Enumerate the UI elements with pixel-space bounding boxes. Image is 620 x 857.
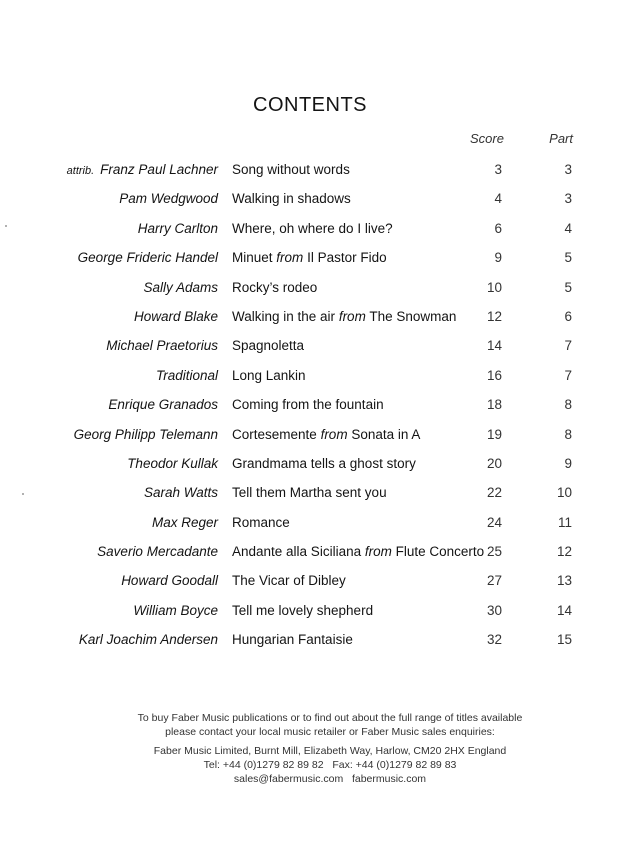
part-page-number: 3 [564, 162, 572, 177]
score-page-number: 19 [486, 426, 502, 442]
composer-name [144, 485, 218, 500]
piece-title [232, 544, 484, 559]
part-page-number: 8 [564, 426, 572, 442]
piece-title [232, 515, 290, 530]
piece-title [232, 485, 387, 500]
piece-title-text: Where, oh where do I live? [232, 220, 393, 236]
part-page-number: 5 [564, 250, 572, 266]
composer-name [121, 573, 218, 588]
piece-source: Il Pastor Fido [307, 250, 387, 266]
score-page-number: 14 [486, 338, 502, 354]
composer-text: Franz Paul Lachner [100, 162, 218, 177]
composer-text: Max Reger [151, 514, 218, 530]
piece-title [232, 280, 317, 295]
score-page-number: 9 [494, 250, 502, 266]
score-page-number: 10 [486, 279, 502, 295]
part-page-number: 12 [556, 544, 572, 560]
contents-row [0, 424, 620, 453]
score-page-number: 25 [486, 544, 502, 560]
composer-name [127, 456, 218, 471]
contents-row [0, 218, 620, 247]
piece-title-text: Tell them Martha sent you [232, 485, 387, 501]
part-page-number: 6 [564, 308, 572, 324]
scan-speck [5, 225, 7, 227]
composer-text: Enrique Granados [108, 397, 218, 413]
part-page-number: 3 [564, 191, 572, 207]
part-page-number: 10 [556, 485, 572, 501]
composer-text: Saverio Mercadante [97, 544, 218, 560]
part-page-number: 5 [564, 279, 572, 295]
score-column-header: Score [470, 131, 504, 146]
composer-text: Harry Carlton [137, 220, 218, 236]
part-page-number: 8 [564, 397, 572, 413]
contents-row [0, 335, 620, 364]
composer-name [134, 309, 218, 324]
contents-list [0, 159, 620, 659]
composer-text: Sally Adams [143, 279, 218, 295]
composer-text: William Boyce [133, 602, 218, 618]
piece-title-text: Long Lankin [232, 367, 306, 383]
score-page-number: 6 [494, 220, 502, 236]
composer-text: Howard Goodall [121, 573, 218, 589]
part-page-number: 7 [564, 367, 572, 383]
composer-prefix: attrib. [66, 165, 95, 177]
footer [0, 711, 620, 786]
contents-row [0, 247, 620, 276]
part-page-number: 15 [556, 632, 572, 648]
contents-row [0, 482, 620, 511]
piece-title-text: The Vicar of Dibley [232, 573, 346, 589]
footer-phone: Tel: +44 (0)1279 82 89 82 Fax: +44 (0)1279 82 89 83 [203, 759, 457, 771]
contents-row [0, 159, 620, 188]
piece-source: The Snowman [369, 308, 457, 324]
piece-title [232, 338, 304, 353]
composer-name [79, 632, 218, 647]
composer-name [152, 515, 218, 530]
piece-title [232, 309, 456, 324]
part-page-number: 4 [564, 220, 572, 236]
footer-contact: sales@fabermusic.com fabermusic.com [233, 773, 427, 785]
contents-row [0, 541, 620, 570]
composer-text: Traditional [155, 367, 218, 383]
composer-name [67, 162, 218, 177]
contents-row [0, 306, 620, 335]
part-column-header: Part [549, 131, 573, 146]
composer-text: Michael Praetorius [106, 338, 218, 354]
contents-row [0, 365, 620, 394]
piece-title-text: Hungarian Fantaisie [232, 632, 353, 648]
composer-name [133, 603, 218, 618]
from-word: from [338, 308, 366, 324]
composer-text: George Frideric Handel [77, 250, 218, 266]
piece-title [232, 632, 353, 647]
part-page-number: 7 [564, 338, 572, 354]
piece-title-text: Spagnoletta [232, 338, 305, 354]
contents-row [0, 629, 620, 658]
piece-title-text: Rocky’s rodeo [232, 279, 318, 295]
page-title: CONTENTS [253, 94, 367, 116]
composer-name [74, 427, 218, 442]
score-page-number: 20 [486, 455, 502, 471]
piece-source: Flute Concerto [395, 544, 485, 560]
composer-name [156, 368, 218, 383]
from-word: from [320, 426, 348, 442]
part-page-number: 11 [557, 514, 572, 530]
footer-address: Faber Music Limited, Burnt Mill, Elizabeth Way, Harlow, CM20 2HX England [153, 745, 507, 757]
part-page-number: 14 [556, 602, 572, 618]
composer-text: Sarah Watts [143, 485, 218, 501]
composer-name [119, 191, 218, 206]
piece-title [232, 250, 387, 265]
contents-row [0, 277, 620, 306]
score-page-number: 18 [486, 397, 502, 413]
composer-text: Pam Wedgwood [119, 191, 218, 207]
piece-title [232, 368, 306, 383]
piece-title [232, 456, 416, 471]
part-page-number: 9 [564, 455, 572, 471]
from-word: from [364, 544, 392, 560]
composer-text: Karl Joachim Andersen [78, 632, 218, 648]
piece-title [232, 603, 373, 618]
piece-title [232, 397, 384, 412]
contents-row [0, 394, 620, 423]
from-word: from [276, 250, 304, 266]
composer-name [97, 544, 218, 559]
composer-name [108, 397, 218, 412]
score-page-number: 12 [486, 308, 502, 324]
contents-row [0, 570, 620, 599]
score-page-number: 30 [486, 602, 502, 618]
contents-row [0, 512, 620, 541]
piece-title-text: Minuet [232, 250, 273, 266]
composer-name [78, 250, 218, 265]
part-page-number: 13 [556, 573, 572, 589]
footer-line-1: To buy Faber Music publications or to find out about the full range of titles available [137, 712, 523, 724]
score-page-number: 3 [494, 162, 502, 177]
composer-name [106, 338, 218, 353]
piece-title-text: Walking in the air [232, 308, 336, 324]
piece-title [232, 573, 346, 588]
piece-title [232, 191, 351, 206]
piece-title-text: Coming from the fountain [232, 397, 384, 413]
piece-title-text: Andante alla Siciliana [232, 544, 362, 560]
piece-title [232, 427, 420, 442]
score-page-number: 27 [486, 573, 502, 589]
composer-name [143, 280, 218, 295]
composer-name [138, 221, 218, 236]
piece-title-text: Tell me lovely shepherd [232, 602, 374, 618]
piece-title-text: Walking in shadows [232, 191, 351, 207]
piece-title-text: Grandmama tells a ghost story [232, 455, 416, 471]
piece-title [232, 162, 350, 177]
score-page-number: 32 [486, 632, 502, 648]
footer-line-2: please contact your local music retailer or Faber Music sales enquiries: [165, 726, 495, 738]
scan-speck [22, 493, 24, 495]
score-page-number: 4 [494, 191, 502, 207]
piece-title [232, 221, 393, 236]
piece-source: Sonata in A [351, 426, 421, 442]
composer-text: Howard Blake [133, 308, 218, 324]
contents-row [0, 453, 620, 482]
contents-row [0, 600, 620, 629]
composer-text: Georg Philipp Telemann [73, 426, 218, 442]
piece-title-text: Romance [232, 514, 290, 530]
piece-title-text: Song without words [232, 162, 350, 177]
score-page-number: 24 [486, 514, 502, 530]
score-page-number: 16 [486, 367, 502, 383]
contents-row [0, 188, 620, 217]
score-page-number: 22 [486, 485, 502, 501]
piece-title-text: Cortesemente [232, 426, 317, 442]
composer-text: Theodor Kullak [127, 455, 218, 471]
